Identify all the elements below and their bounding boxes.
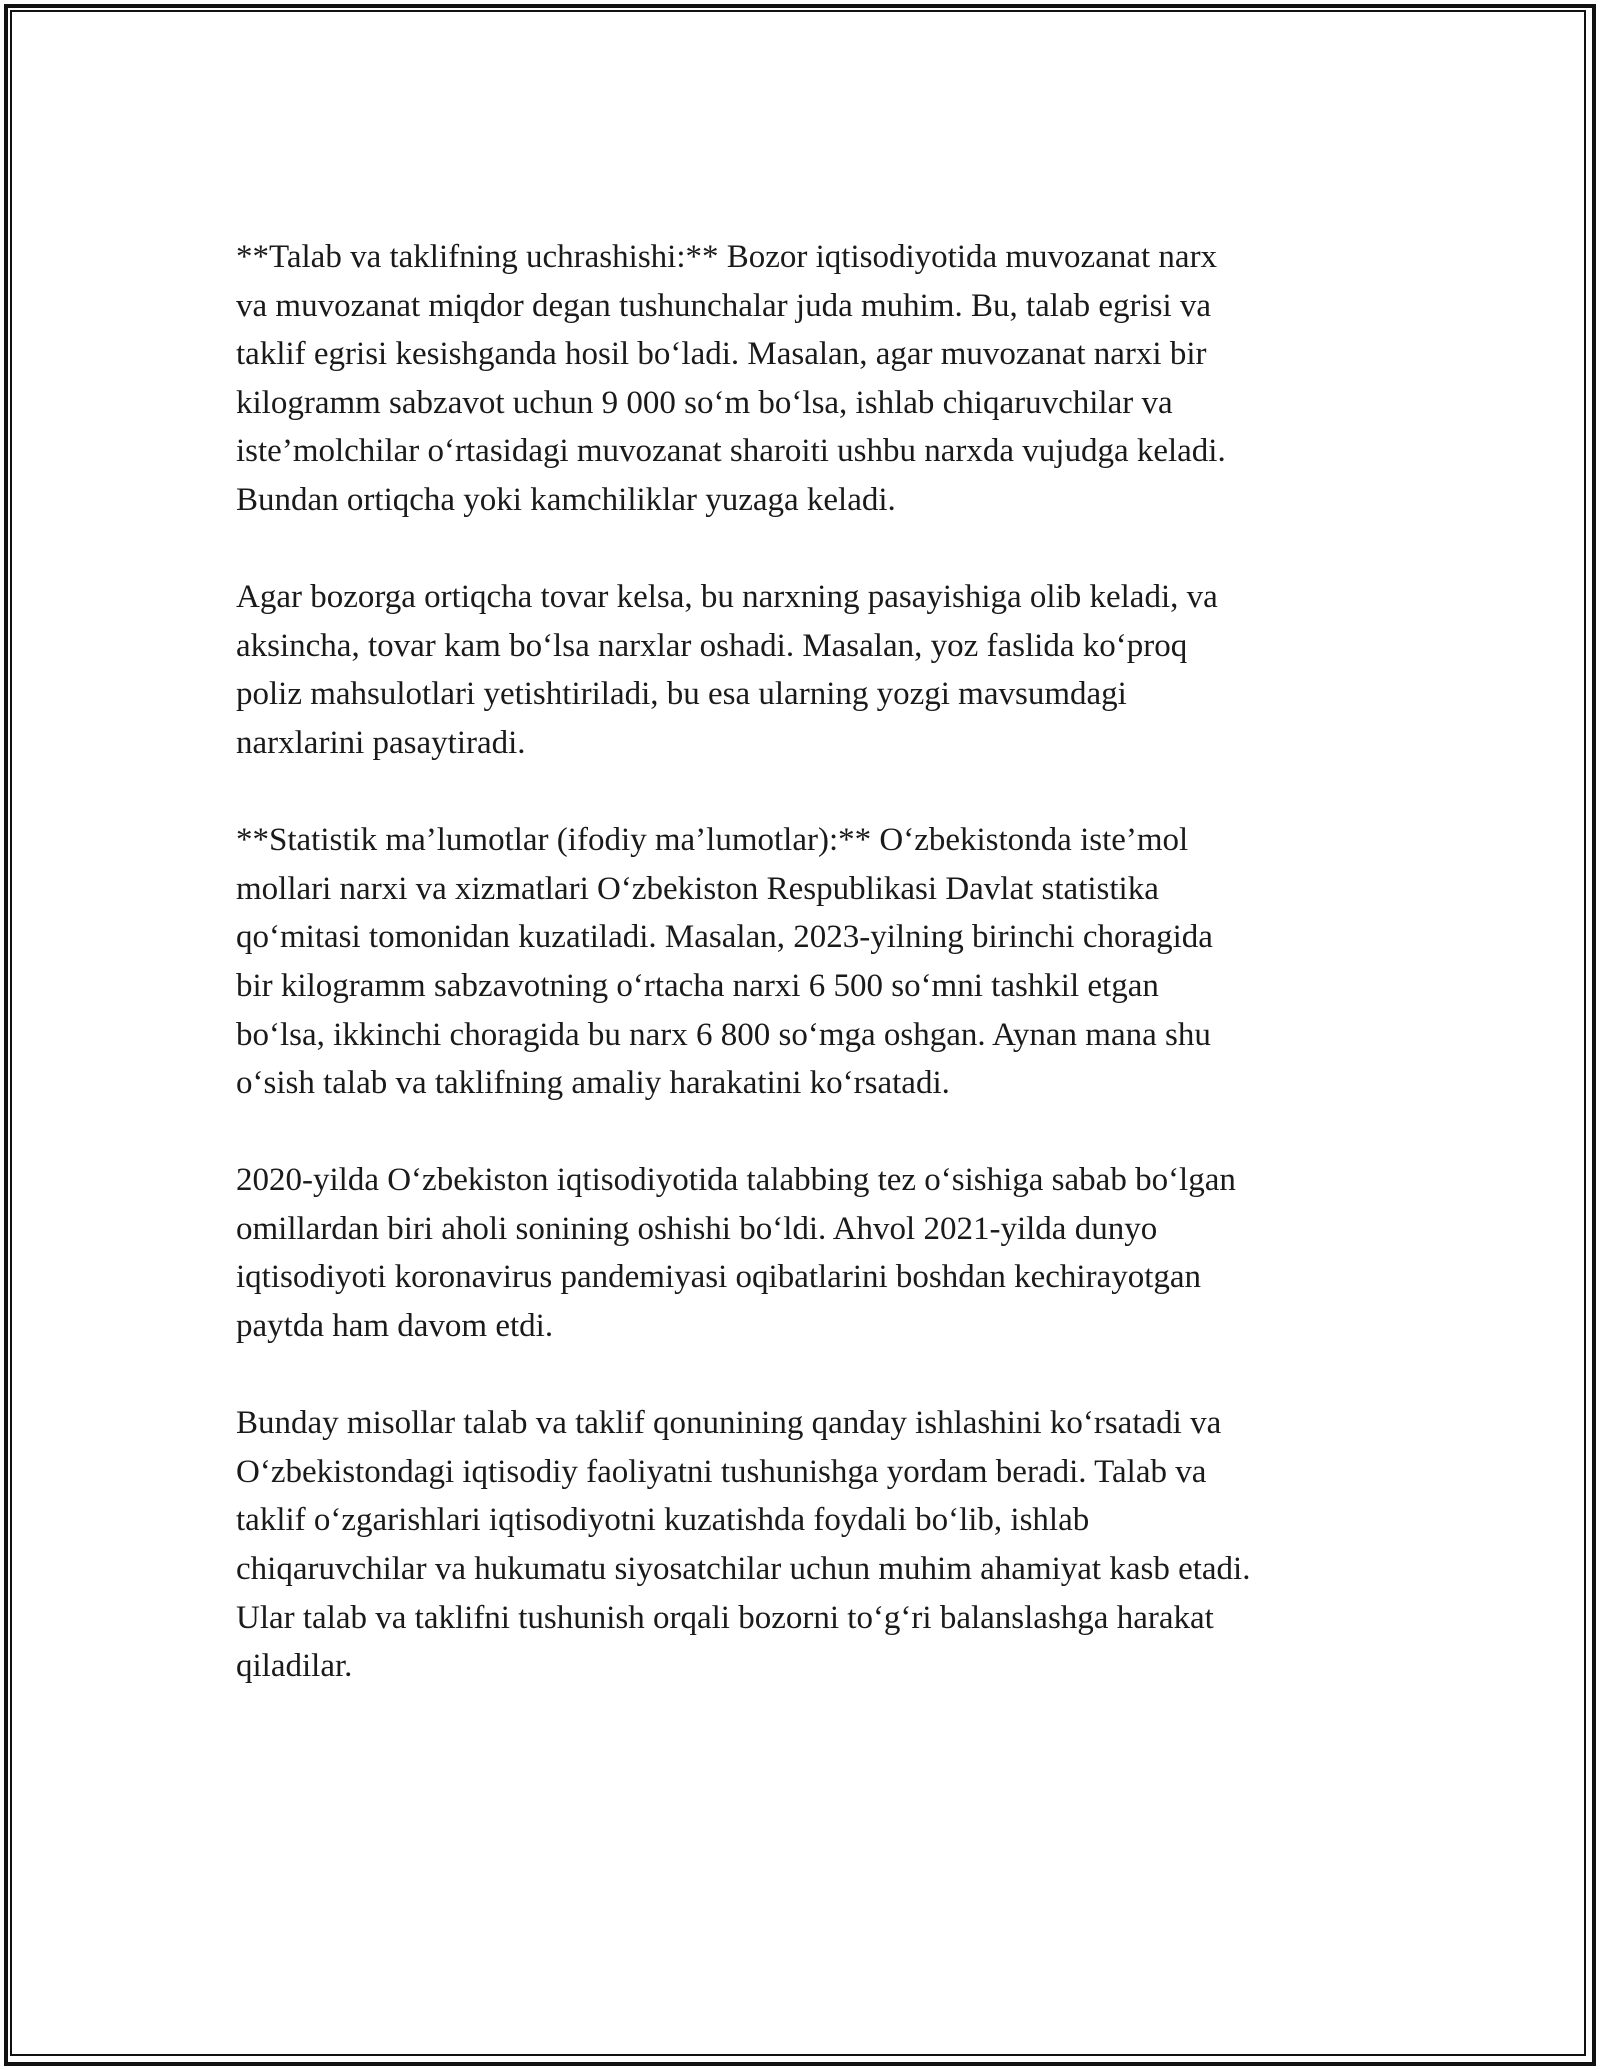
paragraph-conclusion: Bunday misollar talab va taklif qonunining qanday ishlashini ko‘rsatadi va O‘zbekistondagi iqtisodiy faoliyatni tushunishga yordam beradi. Talab va taklif o‘zgarishlari iqtisodiyotni kuzatishda foydali bo‘lib, ishlab chiqaruvchilar va hukumatu siyosatchilar uchun muhim ahamiyat kasb etadi. Ular talab va taklifni tushunish orqali bozorni to‘g‘ri balanslashga harakat qiladilar. <box>236 1405 1251 1685</box>
paragraph-demand-growth: 2020-yilda O‘zbekiston iqtisodiyotida talabbing tez o‘sishiga sabab bo‘lgan omillardan biri aholi sonining oshishi bo‘ldi. Ahvol 2021-yilda dunyo iqtisodiyoti koronavirus pandemiyasi oqibatlarini boshdan kechirayotgan paytda ham davom etdi. <box>236 1162 1236 1345</box>
paragraph-surplus-shortage: Agar bozorga ortiqcha tovar kelsa, bu narxning pasayishiga olib keladi, va aksincha, tovar kam bo‘lsa narxlar oshadi. Masalan, yoz faslida ko‘proq poliz mahsulotlari yetishtiriladi, bu esa ularning yozgi mavsumdagi narxlarini pasaytiradi. <box>236 579 1218 761</box>
document-body <box>236 233 1366 1739</box>
paragraph-statistics: **Statistik ma’lumotlar (ifodiy ma’lumotlar):** O‘zbekistonda iste’mol mollari narxi va xizmatlari O‘zbekiston Respublikasi Davlat statistika qo‘mitasi tomonidan kuzatiladi. Masalan, 2023-yilning birinchi choragida bir kilogramm sabzavotning o‘rtacha narxi 6 500 so‘mni tashkil etgan bo‘lsa, ikkinchi choragida bu narx 6 800 so‘mga oshgan. Aynan mana shu o‘sish talab va taklifning amaliy harakatini ko‘rsatadi. <box>236 822 1213 1102</box>
paragraph-market-equilibrium: **Talab va taklifning uchrashishi:** Bozor iqtisodiyotida muvozanat narx va muvozanat miqdor degan tushunchalar juda muhim. Bu, talab egrisi va taklif egrisi kesishganda hosil bo‘ladi. Masalan, agar muvozanat narxi bir kilogramm sabzavot uchun 9 000 so‘m bo‘lsa, ishlab chiqaruvchilar va iste’molchilar o‘rtasidagi muvozanat sharoiti ushbu narxda vujudga keladi. Bundan ortiqcha yoki kamchiliklar yuzaga keladi. <box>236 239 1226 518</box>
